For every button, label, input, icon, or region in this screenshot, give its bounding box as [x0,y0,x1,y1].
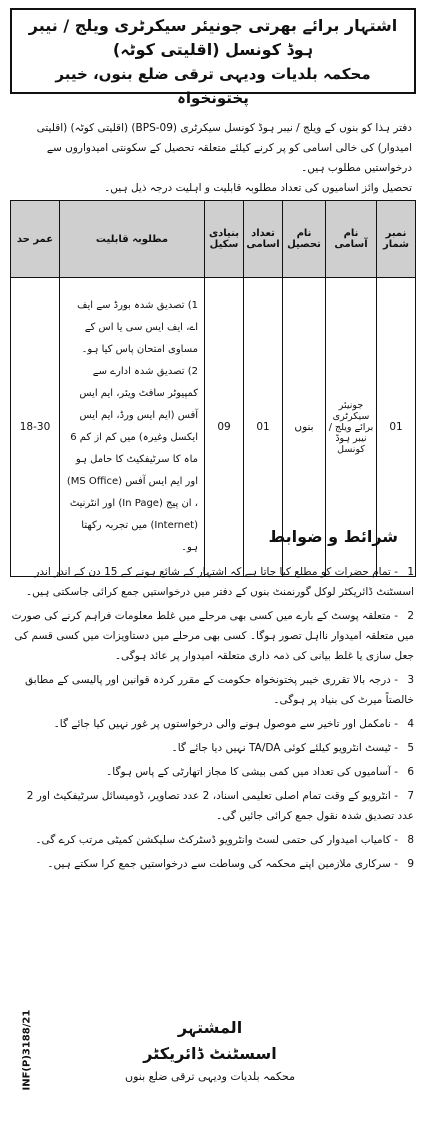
cell-qualification [60,278,205,577]
job-table [10,200,416,577]
table-header-row [11,201,416,278]
advertiser-label: المشتہر [177,1018,243,1037]
list-item: 3- درجہ بالا تقرری خیبر پختونخواہ حکومت کے مقرر کردہ قوانین اور پالیسی کے مطابق خالصتاً میرٹ کی بنیاد پر ہوگی۔ [10,670,414,710]
header-title: اشتہار برائے بھرتی جونیئر سیکرٹری ویلج / نیبر ہوڈ کونسل (اقلیتی کوٹہ) [28,16,398,59]
list-item: 6- آسامیوں کی تعداد میں کمی بیشی کا مجاز اتھارٹی کے پاس ہوگا۔ [10,762,414,782]
term-text: آسامیوں کی تعداد میں کمی بیشی کا مجاز اتھارٹی کے پاس ہوگا۔ [106,766,391,778]
term-text: انٹرویو کے وقت تمام اصلی تعلیمی اسناد، 2 عدد تصاویر، ڈومیسائل سرٹیفکیٹ اور 2 عدد تصدیق شدہ نقول جمع کرائی جائیں گی۔ [26,790,414,822]
term-number: 8 [407,834,414,846]
term-number: 1 [407,566,414,578]
term-number: 3 [407,674,414,686]
cell-post: جونیئر سیکرٹری برائے ویلج / نیبر ہوڈ کونسل [326,278,377,577]
list-item: 2- متعلقہ پوسٹ کے بارے میں کسی بھی مرحلے میں غلط معلومات فراہم کرنے کی صورت میں متعلقہ امیدوار نااہل تصور ہوگا۔ کسی بھی مرحلے میں دستاویزات میں کسی قسم کی جعل سازی یا غلط بیانی کی ذمہ داری متعلقہ امیدوار پر عائد ہوگی۔ [10,606,414,666]
header-box [10,8,416,107]
term-number: 9 [407,858,414,870]
term-text: نامکمل اور تاخیر سے موصول ہونے والی درخواستوں پر غور نہیں کیا جائے گا۔ [53,718,391,730]
term-text: تمام حضرات کو مطلع کیا جاتا ہے کہ اشتہار کے شائع ہونے کے 15 دن کے اندر اندر اسسٹنٹ ڈائریکٹر لوکل گورنمنٹ بنوں کے دفتر میں درخواستیں جمع کرائی جاسکتی ہیں۔ [25,566,414,598]
intro-paragraph-2: تحصیل وائز اسامیوں کی تعداد مطلوبہ قابلیت و اہلیت درجہ ذیل ہیں۔ [104,182,412,194]
term-text: متعلقہ پوسٹ کے بارے میں کسی بھی مرحلے میں غلط معلومات فراہم کرنے کی صورت میں متعلقہ امیدوار نااہل تصور ہوگا۔ کسی بھی مرحلے میں دستاویزات میں کسی قسم کی جعل سازی یا غلط بیانی کی ذمہ داری متعلقہ امیدوار پر عائد ہوگی۔ [11,610,414,662]
list-item: 4- نامکمل اور تاخیر سے موصول ہونے والی درخواستوں پر غور نہیں کیا جائے گا۔ [10,714,414,734]
term-number: 6 [407,766,414,778]
header-serial: نمبر شمار [377,201,416,278]
list-item: 5- ٹیسٹ انٹرویو کیلئے کوئی TA/DA نہیں دیا جائے گا۔ [10,738,414,758]
signature-block [60,1015,360,1087]
term-number: 2 [407,610,414,622]
qualification-1: 1) تصدیق شدہ بورڈ سے ایف اے، ایف ایس سی یا اس کے مساوی امتحان پاس کیا ہو۔ [77,300,198,355]
header-department: محکمہ بلدیات ودیہی ترقی ضلع بنوں، خیبر پختونخواہ [55,65,371,107]
advertiser-department: محکمہ بلدیات ودیہی ترقی ضلع بنوں [124,1070,296,1083]
list-item: 9- سرکاری ملازمین اپنے محکمہ کی وساطت سے درخواستیں جمع کرا سکتے ہیں۔ [10,854,414,874]
term-number: 7 [407,790,414,802]
advertiser-title: اسسٹنٹ ڈائریکٹر [143,1044,277,1063]
terms-title: شرائط و ضوابط [268,527,398,546]
list-item: 7- انٹرویو کے وقت تمام اصلی تعلیمی اسناد، 2 عدد تصاویر، ڈومیسائل سرٹیفکیٹ اور 2 عدد تصدیق شدہ نقول جمع کرائی جائیں گی۔ [10,786,414,826]
term-number: 5 [407,742,414,754]
list-item: 1- تمام حضرات کو مطلع کیا جاتا ہے کہ اشتہار کے شائع ہونے کے 15 دن کے اندر اندر اسسٹنٹ ڈائریکٹر لوکل گورنمنٹ بنوں کے دفتر میں درخواستیں جمع کرائی جاسکتی ہیں۔ [10,562,414,602]
header-count: تعداد اسامی [244,201,283,278]
header-age: عمر حد [11,201,60,278]
header-tehsil: نام تحصیل [283,201,326,278]
term-text: کامیاب امیدوار کی حتمی لسٹ وانٹرویو ڈسٹرکٹ سلیکشن کمیٹی مرتب کرے گی۔ [35,834,391,846]
list-item: 8- کامیاب امیدوار کی حتمی لسٹ وانٹرویو ڈسٹرکٹ سلیکشن کمیٹی مرتب کرے گی۔ [10,830,414,850]
term-text: ٹیسٹ انٹرویو کیلئے کوئی TA/DA نہیں دیا جائے گا۔ [171,742,391,754]
header-qualification: مطلوبہ قابلیت [60,201,205,278]
cell-age: 18-30 [11,278,60,577]
intro-text [14,118,412,198]
term-number: 4 [407,718,414,730]
cell-serial: 01 [377,278,416,577]
header-scale: بنیادی سکیل [205,201,244,278]
reference-number: INF(P)3188/21 [21,1009,33,1091]
cell-count: 01 [244,278,283,577]
terms-list [10,562,414,878]
cell-tehsil: بنوں [283,278,326,577]
header-post: نام آسامی [326,201,377,278]
intro-paragraph-1: دفتر ہذا کو بنوں کے ویلج / نیبر ہوڈ کونسل سیکرٹری (BPS-09) (اقلیتی کوٹہ) (اقلیتی امیدوار) کی خالی اسامی کو پر کرنے کیلئے متعلقہ تحصیل کے سکونتی امیدواروں سے درخواستیں مطلوب ہیں۔ [36,122,412,174]
term-text: درجہ بالا تقرری خیبر پختونخواہ حکومت کے مقرر کردہ قوانین اور پالیسی کے مطابق خالصتاً میرٹ کی بنیاد پر ہوگی۔ [24,674,414,706]
term-text: سرکاری ملازمین اپنے محکمہ کی وساطت سے درخواستیں جمع کرا سکتے ہیں۔ [47,858,391,870]
cell-scale: 09 [205,278,244,577]
qualification-2: 2) تصدیق شدہ ادارے سے کمپیوٹر سافٹ ویئر، ایم ایس آفس (ایم ایس ورڈ، ایم ایس ایکسل وغیرہ) میں کم از کم 6 ماہ کا سرٹیفکیٹ کا حامل ہو اور ایم ایس آفس (MS Office) ، ان پیج (In Page) اور انٹرنیٹ (Internet) میں تجربہ رکھتا ہو۔ [66,366,198,553]
